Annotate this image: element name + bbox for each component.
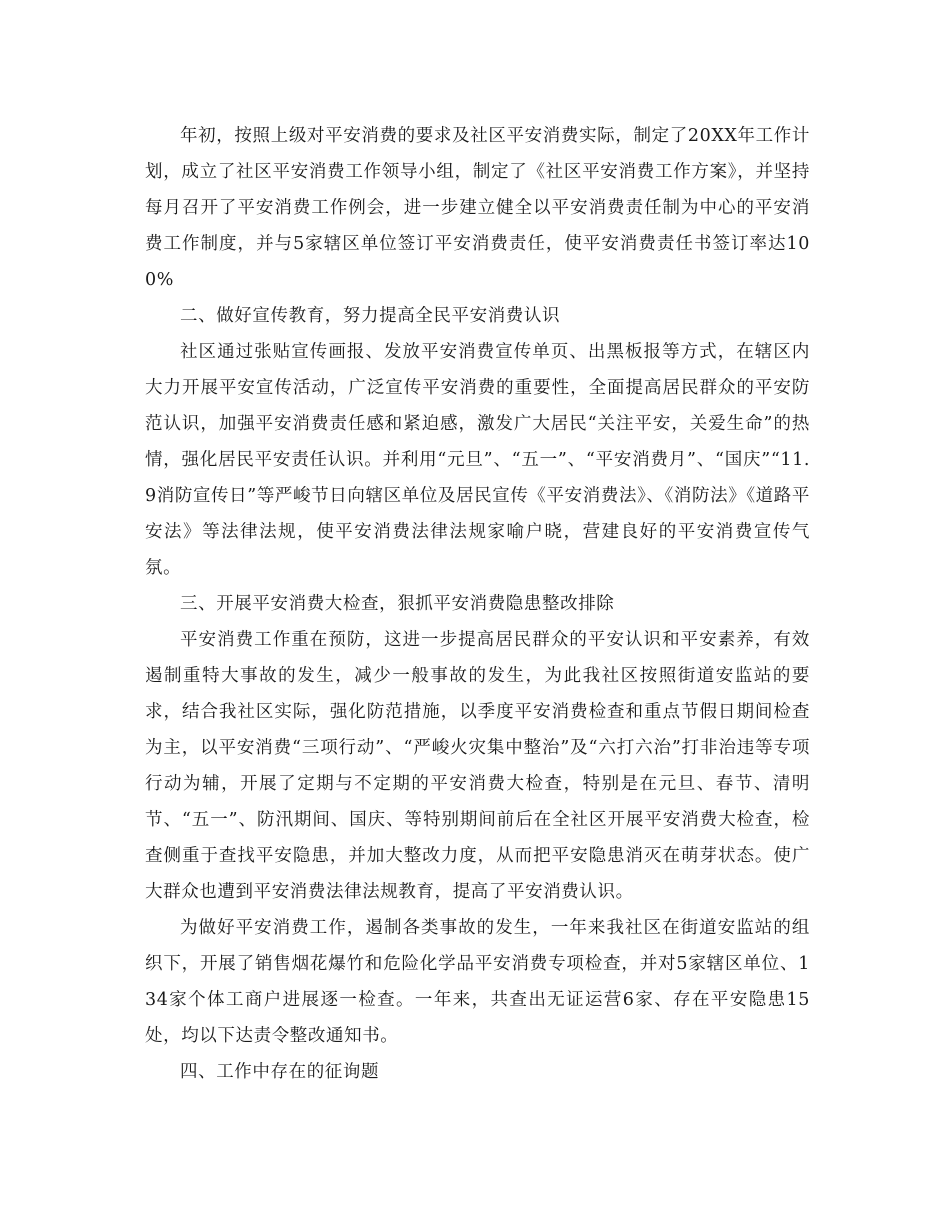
paragraph-work-plan: 年初，按照上级对平安消费的要求及社区平安消费实际，制定了20XX年工作计划，成立了社区平安消费工作领导小组，制定了《社区平安消费工作方案》，并坚持每月召开了平安消费工作例会，进一步建立健全以平安消费责任制为中心的平安消费工作制度，并与5家辖区单位签订平安消费责任，使平安消费责任书签订率达100% [145,126,810,290]
section-heading-publicity: 二、做好宣传教育，努力提高全民平安消费认识 [180,306,561,326]
section-heading-problems: 四、工作中存在的征询题 [180,1062,380,1082]
section-heading-inspection: 三、开展平安消费大检查，狠抓平安消费隐患整改排除 [180,594,615,614]
paragraph-special-inspection: 为做好平安消费工作，遏制各类事故的发生，一年来我社区在街道安监站的组织下，开展了销售烟花爆竹和危险化学品平安消费专项检查，并对5家辖区单位、134家个体工商户进展逐一检查。一年来，共查出无证运营6家、存在平安隐患15处，均以下达责令整改通知书。 [145,918,810,1046]
paragraph-publicity: 社区通过张贴宣传画报、发放平安消费宣传单页、出黑板报等方式，在辖区内大力开展平安宣传活动，广泛宣传平安消费的重要性，全面提高居民群众的平安防范认识，加强平安消费责任感和紧迫感，激发广大居民“关注平安，关爱生命”的热情，强化居民平安责任认识。并利用“元旦”、“五一”、“平安消费月”、“国庆”“11.9消防宣传日”等严峻节日向辖区单位及居民宣传《平安消费法》、《消防法》《道路平安法》等法律法规，使平安消费法律法规家喻户晓，营建良好的平安消费宣传气氛。 [145,342,810,578]
document-body [145,118,810,1090]
paragraph-inspection: 平安消费工作重在预防，这进一步提高居民群众的平安认识和平安素养，有效遏制重特大事故的发生，减少一般事故的发生，为此我社区按照街道安监站的要求，结合我社区实际，强化防范措施，以季度平安消费检查和重点节假日期间检查为主，以平安消费“三项行动”、“严峻火灾集中整治”及“六打六治”打非治违等专项行动为辅，开展了定期与不定期的平安消费大检查，特别是在元旦、春节、清明节、“五一”、防汛期间、国庆、等特别期间前后在全社区开展平安消费大检查，检查侧重于查找平安隐患，并加大整改力度，从而把平安隐患消灭在萌芽状态。使广大群众也遭到平安消费法律法规教育，提高了平安消费认识。 [145,630,810,902]
